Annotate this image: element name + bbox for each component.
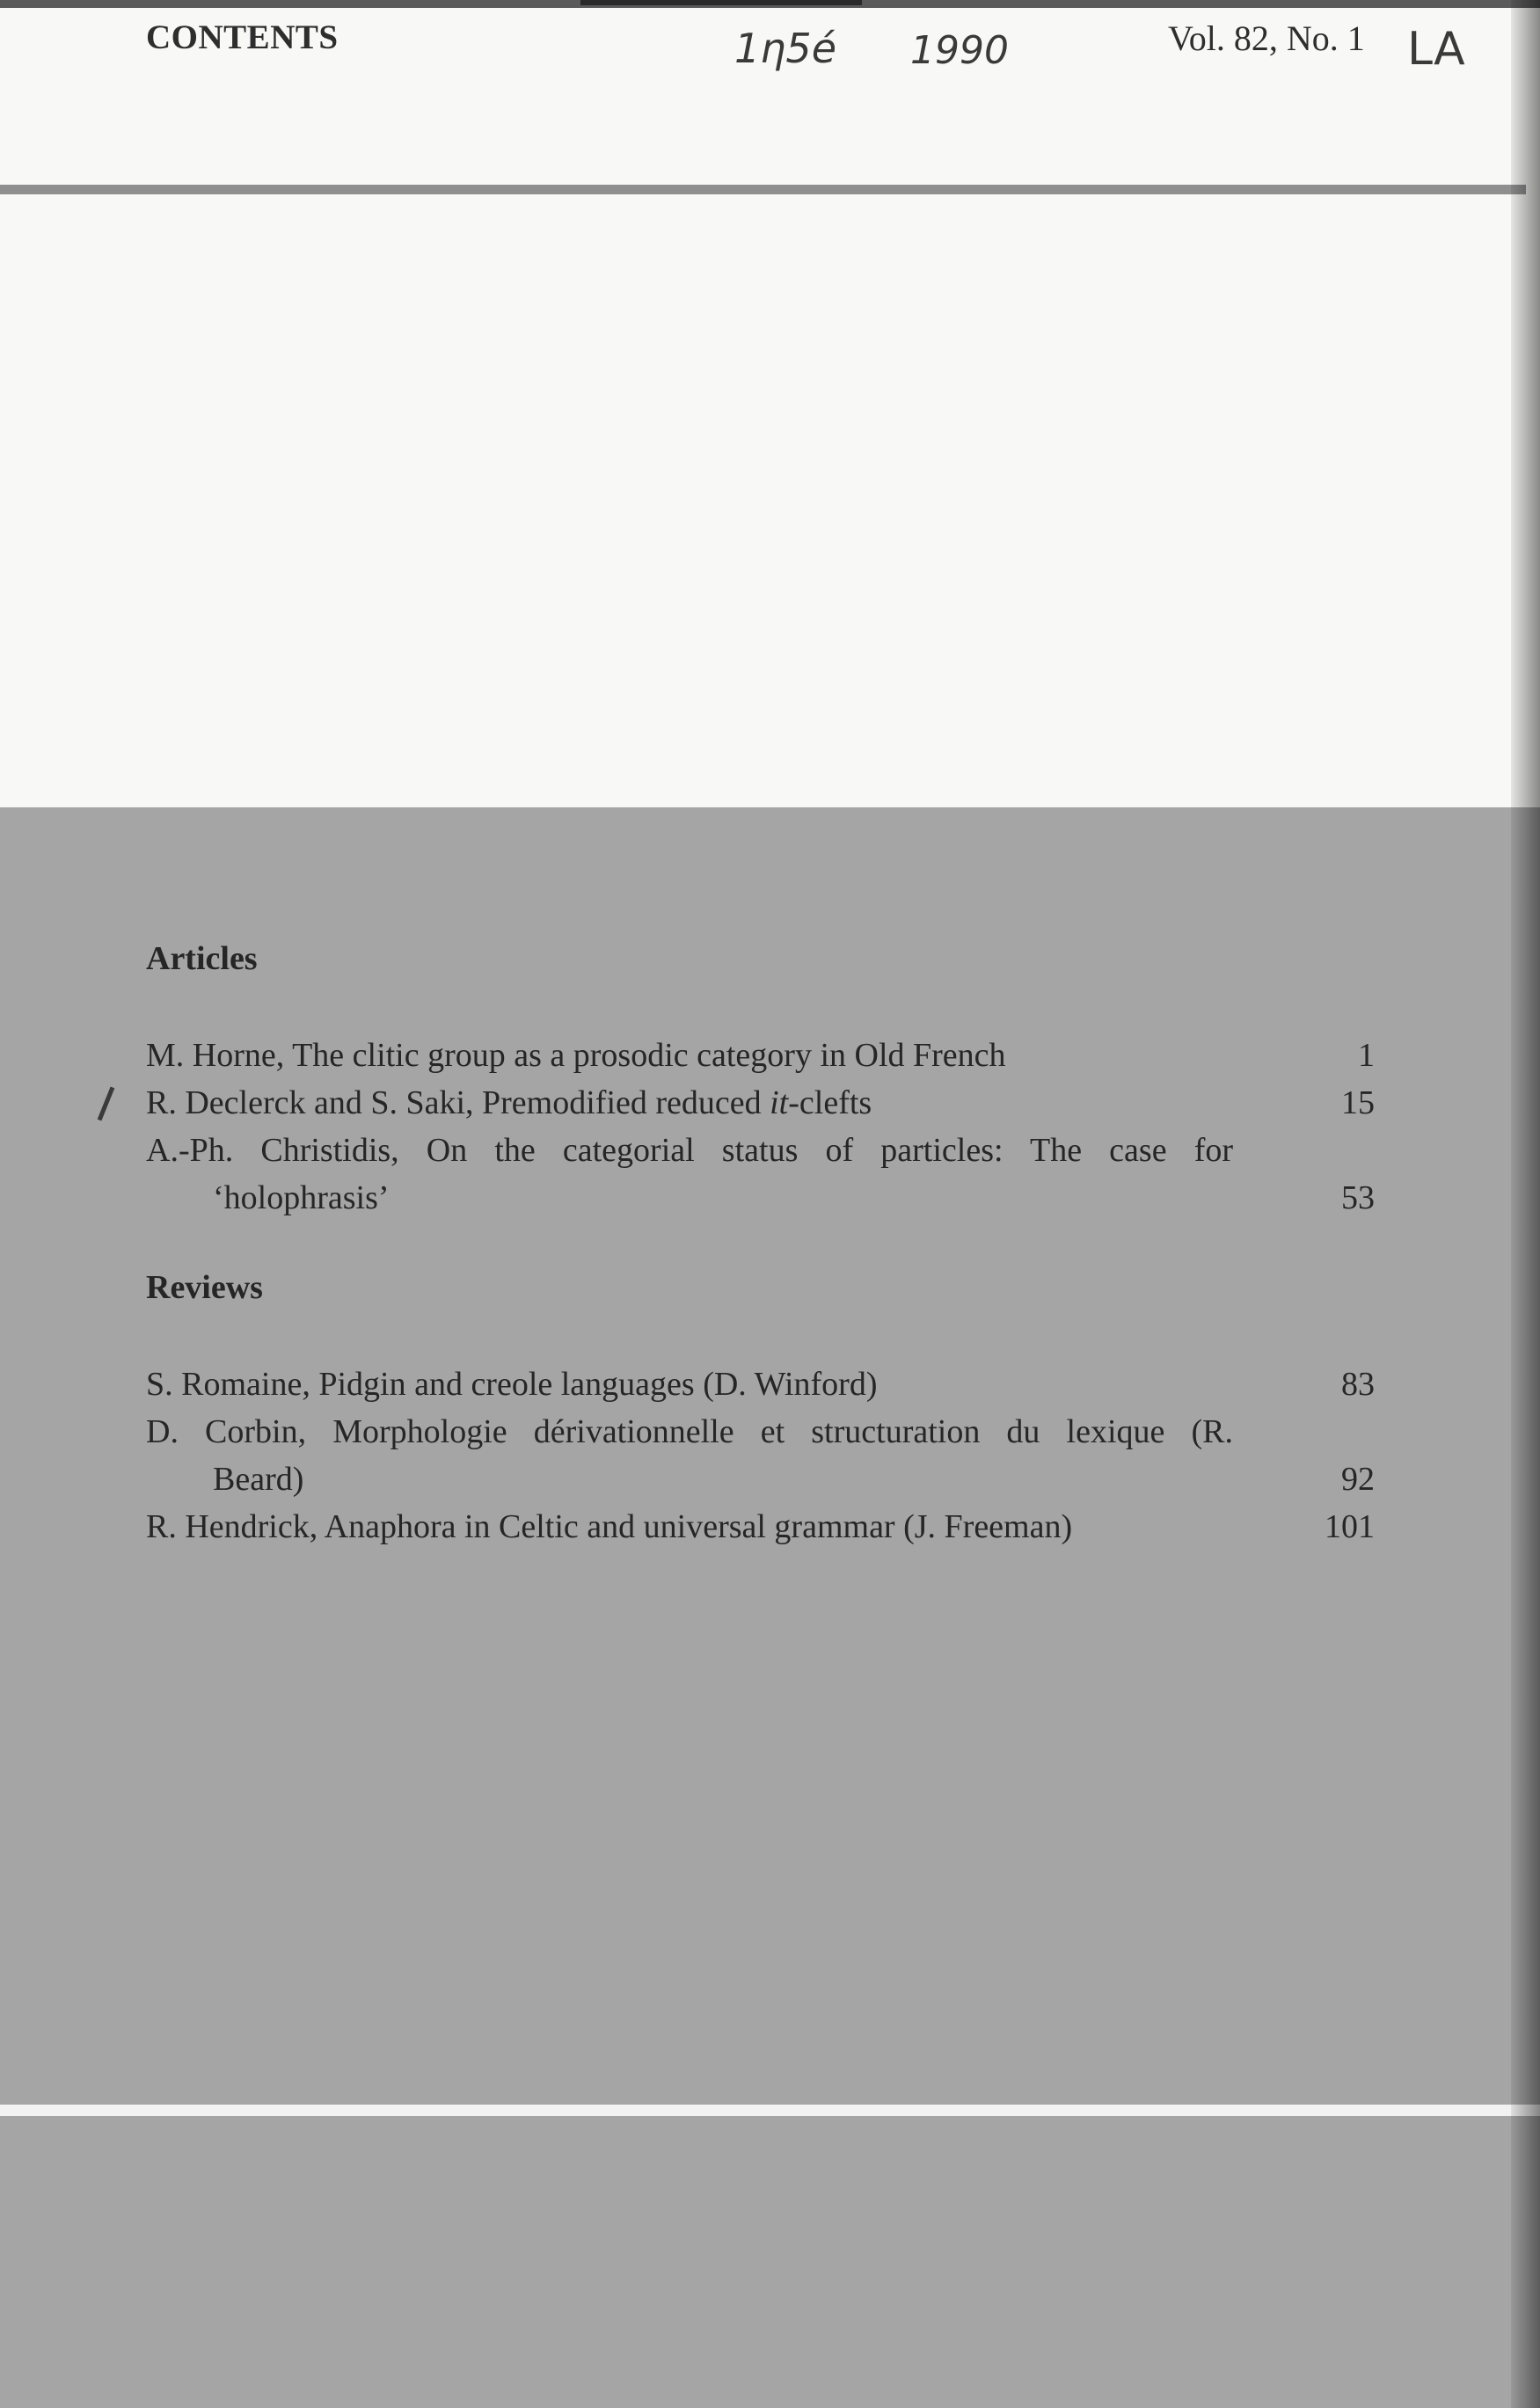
article-title: M. Horne, The clitic group as a prosodic category in Old French	[146, 1037, 1006, 1074]
header-rule	[0, 185, 1526, 194]
review-title: S. Romaine, Pidgin and creole languages (D. Winford)	[146, 1366, 878, 1403]
header-area	[0, 0, 1540, 807]
review-entry: D. Corbin, Morphologie dérivationnelle et structuration du lexique (R.	[146, 1413, 1233, 1450]
article-entry	[146, 1084, 872, 1122]
handwritten-note: 1990	[910, 28, 1009, 73]
scan-binding-shadow	[1511, 0, 1540, 2408]
article-page-number: 53	[1341, 1179, 1375, 1216]
article-entry: A.-Ph. Christidis, On the categorial status of particles: The case for	[146, 1132, 1233, 1169]
review-title: R. Hendrick, Anaphora in Celtic and universal grammar (J. Freeman)	[146, 1508, 1073, 1545]
contents-label: CONTENTS	[146, 18, 339, 56]
review-entry	[146, 1507, 1072, 1546]
article-page-number: 1	[1358, 1037, 1375, 1074]
handwritten-note: 1η5é	[734, 25, 836, 72]
review-page-number: 92	[1341, 1461, 1375, 1498]
cover-divider-line	[0, 2105, 1540, 2116]
article-title-continuation: ‘holophrasis’	[213, 1179, 390, 1216]
review-page-number: 101	[1325, 1508, 1375, 1545]
review-entry	[146, 1365, 877, 1404]
reviews-heading: Reviews	[146, 1269, 263, 1306]
review-title-continuation: Beard)	[213, 1461, 304, 1498]
volume-label: Vol. 82, No. 1	[1168, 18, 1365, 58]
review-page-number: 83	[1341, 1366, 1375, 1403]
article-entry	[146, 1036, 1006, 1075]
articles-heading: Articles	[146, 940, 258, 977]
handwritten-note: LA	[1407, 23, 1465, 76]
article-page-number: 15	[1341, 1084, 1375, 1121]
article-title: R. Declerck and S. Saki, Premodified reduced it-clefts	[146, 1084, 872, 1121]
scan-top-edge-dark	[580, 0, 862, 5]
